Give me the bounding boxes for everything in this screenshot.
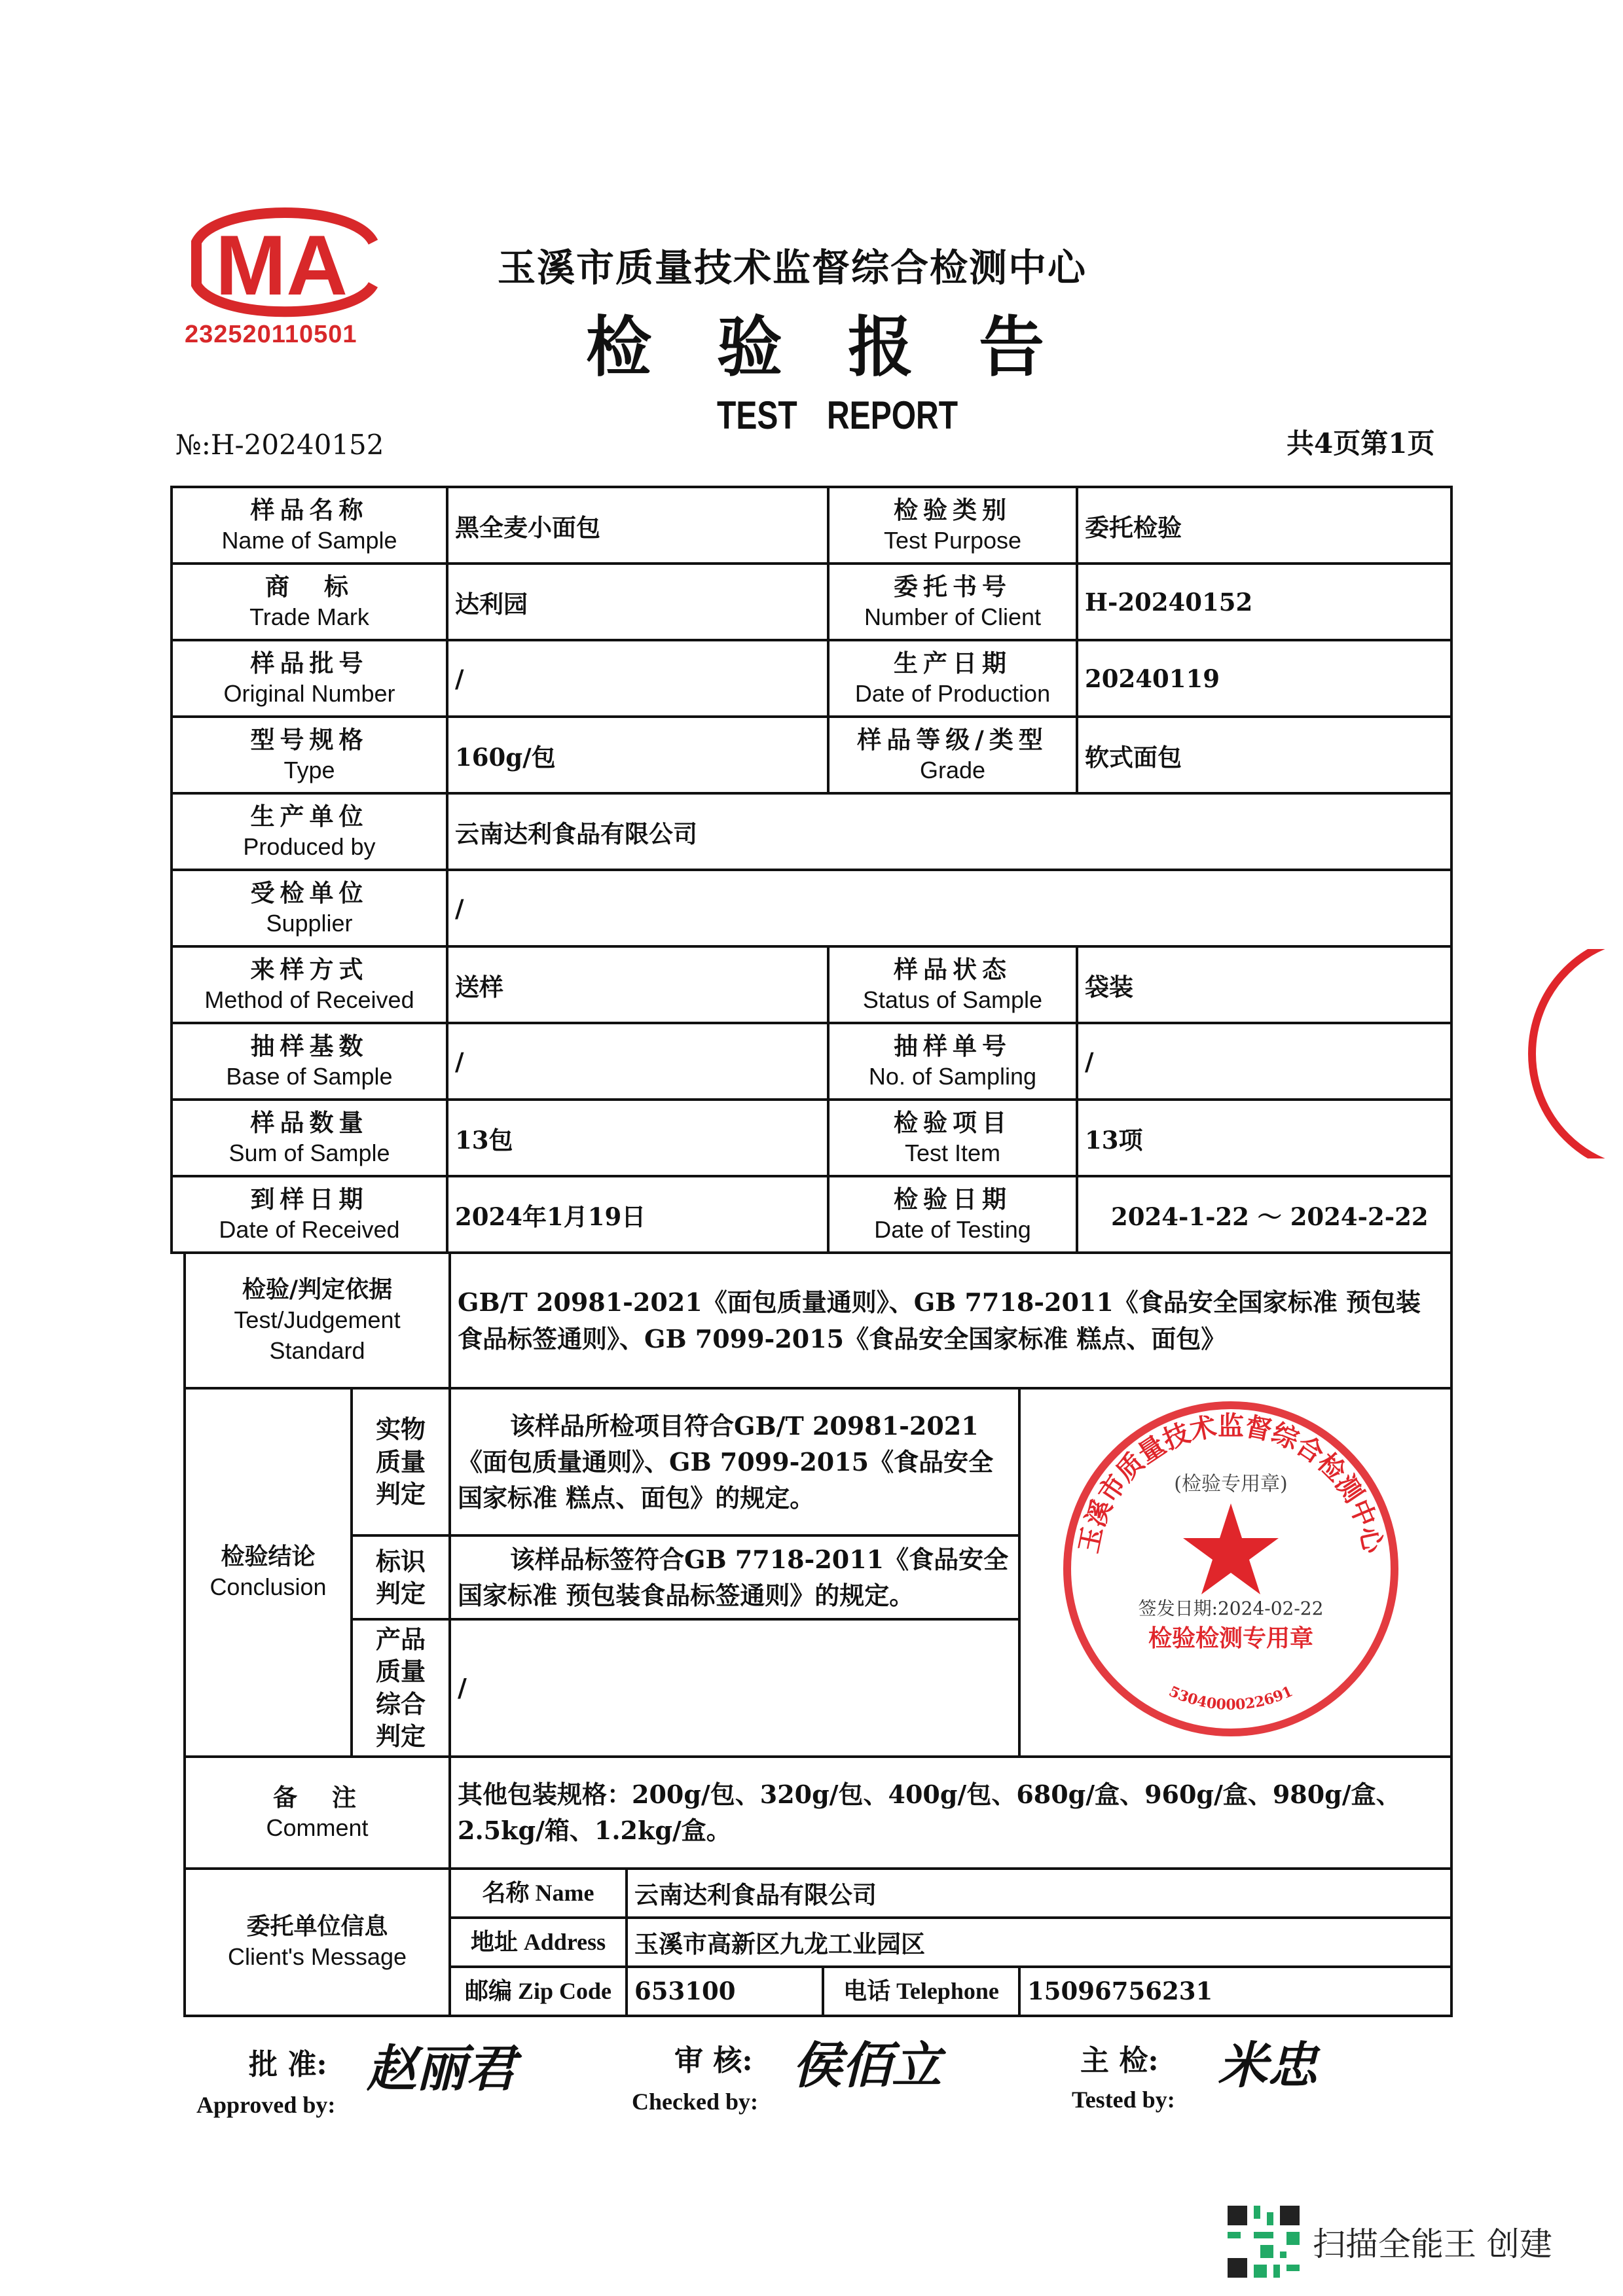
info-row	[172, 793, 1451, 870]
field-label: 受检单位 Supplier	[172, 870, 447, 946]
comment-text: 其他包装规格：200g/包、320g/包、400g/包、680g/盒、960g/盒、980g/盒、2.5kg/箱、1.2kg/盒。	[450, 1757, 1451, 1869]
field-value: 送样	[447, 946, 828, 1023]
conclusion-overall-text: /	[450, 1619, 1019, 1757]
field-label: 抽样基数 Base of Sample	[172, 1023, 447, 1100]
conclusion-physical-label: 实物质量判定	[352, 1388, 450, 1535]
approved-label-en: Approved by:	[196, 2092, 336, 2118]
conclusion-physical-text: 该样品所检项目符合GB/T 20981-2021《面包质量通则》、GB 7099-2015《食品安全国家标准 糕点、面包》的规定。	[450, 1388, 1019, 1535]
seal-date: 签发日期:2024-02-22	[1138, 1598, 1324, 1619]
sample-info-table	[170, 486, 1453, 1254]
info-row	[172, 717, 1451, 793]
field-label: 样品数量 Sum of Sample	[172, 1100, 447, 1176]
field-label: 生产日期 Date of Production	[828, 640, 1077, 717]
report-title-en: TEST REPORT	[717, 393, 958, 437]
qr-code-icon	[1228, 2206, 1300, 2278]
info-row	[172, 564, 1451, 640]
field-label: 委托书号 Number of Client	[828, 564, 1077, 640]
conclusion-label-text: 该样品标签符合GB 7718-2011《食品安全国家标准 预包装食品标签通则》的规定。	[450, 1535, 1019, 1619]
field-label: 检验项目 Test Item	[828, 1100, 1077, 1176]
field-value: 2024年1月19日	[447, 1176, 828, 1253]
seal-ring-text: 玉溪市质量技术监督综合检测中心	[1072, 1410, 1389, 1556]
field-value: /	[447, 870, 1451, 946]
conclusion-label: 检验结论 Conclusion	[185, 1388, 352, 1757]
field-value: 13包	[447, 1100, 828, 1176]
field-label: 到样日期 Date of Received	[172, 1176, 447, 1253]
inspection-seal	[1061, 1399, 1401, 1739]
partial-seal-edge	[1499, 949, 1623, 1158]
field-label: 抽样单号 No. of Sampling	[828, 1023, 1077, 1100]
svg-text:5304000022691	[1166, 1683, 1295, 1713]
field-label: 样品名称 Name of Sample	[172, 487, 447, 564]
report-title-cn: 检验报告	[586, 308, 1110, 386]
report-number: №:H-20240152	[175, 429, 384, 461]
field-label: 样品状态 Status of Sample	[828, 946, 1077, 1023]
field-label: 来样方式 Method of Received	[172, 946, 447, 1023]
field-label: 生产单位 Produced by	[172, 793, 447, 870]
client-name: 云南达利食品有限公司	[627, 1869, 1451, 1918]
client-tel-label: 电话 Telephone	[823, 1967, 1019, 2016]
standard-text: GB/T 20981-2021《面包质量通则》、GB 7718-2011《食品安全国家标准 预包装食品标签通则》、GB 7099-2015《食品安全国家标准 糕点、面包》	[450, 1253, 1451, 1388]
checked-label: 审 核:	[674, 2044, 753, 2077]
seal-code: 5304000022691	[1166, 1683, 1296, 1713]
scanner-watermark	[1228, 2206, 1552, 2278]
client-name-label: 名称 Name	[450, 1869, 627, 1918]
client-address-label: 地址 Address	[450, 1918, 627, 1967]
conclusion-overall-label: 产品质量综合判定	[352, 1619, 450, 1757]
field-label: 检验日期 Date of Testing	[828, 1176, 1077, 1253]
client-address: 玉溪市高新区九龙工业园区	[627, 1918, 1451, 1967]
field-value: 20240119	[1077, 640, 1451, 717]
tested-label: 主 检:	[1080, 2044, 1159, 2077]
client-tel: 15096756231	[1019, 1967, 1451, 2016]
field-value: /	[1077, 1023, 1451, 1100]
page-count: 共4页第1页	[1286, 427, 1435, 459]
approved-label: 批 准:	[249, 2048, 327, 2081]
info-row	[172, 1023, 1451, 1100]
field-label: 样品批号 Original Number	[172, 640, 447, 717]
info-row	[172, 640, 1451, 717]
field-value: 云南达利食品有限公司	[447, 793, 1451, 870]
field-label: 商 标 Trade Mark	[172, 564, 447, 640]
conclusion-label-judgement-label: 标识判定	[352, 1535, 450, 1619]
watermark-text: 扫描全能王 创建	[1313, 2225, 1552, 2263]
svg-text:MA: MA	[215, 217, 348, 313]
seal-inner-text: (检验专用章)	[1174, 1473, 1288, 1496]
tested-label-en: Tested by:	[1072, 2087, 1175, 2113]
field-value: 达利园	[447, 564, 828, 640]
field-value: 委托检验	[1077, 487, 1451, 564]
field-value: 2024-1-22 ～ 2024-2-22	[1077, 1176, 1451, 1253]
field-label: 样品等级/类型 Grade	[828, 717, 1077, 793]
field-value: /	[447, 1023, 828, 1100]
info-row	[172, 1100, 1451, 1176]
seal-bottom-text: 检验检测专用章	[1148, 1624, 1314, 1652]
client-zip-label: 邮编 Zip Code	[450, 1967, 627, 2016]
field-value: 160g/包	[447, 717, 828, 793]
approved-signature: 赵丽君	[367, 2039, 516, 2098]
client-label: 委托单位信息 Client's Message	[185, 1869, 450, 2016]
field-value: 袋装	[1077, 946, 1451, 1023]
field-value: 13项	[1077, 1100, 1451, 1176]
info-row	[172, 946, 1451, 1023]
info-row	[172, 870, 1451, 946]
field-value: /	[447, 640, 828, 717]
client-zip: 653100	[627, 1967, 823, 2016]
field-value: 黑全麦小面包	[447, 487, 828, 564]
info-row	[172, 487, 1451, 564]
field-value: 软式面包	[1077, 717, 1451, 793]
comment-label: 备 注 Comment	[185, 1757, 450, 1869]
field-label: 型号规格 Type	[172, 717, 447, 793]
cma-number: 232520110501	[185, 321, 357, 348]
field-value: H-20240152	[1077, 564, 1451, 640]
organization-name: 玉溪市质量技术监督综合检测中心	[498, 245, 1087, 290]
field-label: 检验类别 Test Purpose	[828, 487, 1077, 564]
checked-label-en: Checked by:	[632, 2089, 759, 2115]
checked-signature: 侯佰立	[792, 2036, 941, 2094]
info-row	[172, 1176, 1451, 1253]
tested-signature: 米忠	[1218, 2036, 1317, 2094]
standard-label: 检验/判定依据 Test/Judgement Standard	[185, 1253, 450, 1388]
